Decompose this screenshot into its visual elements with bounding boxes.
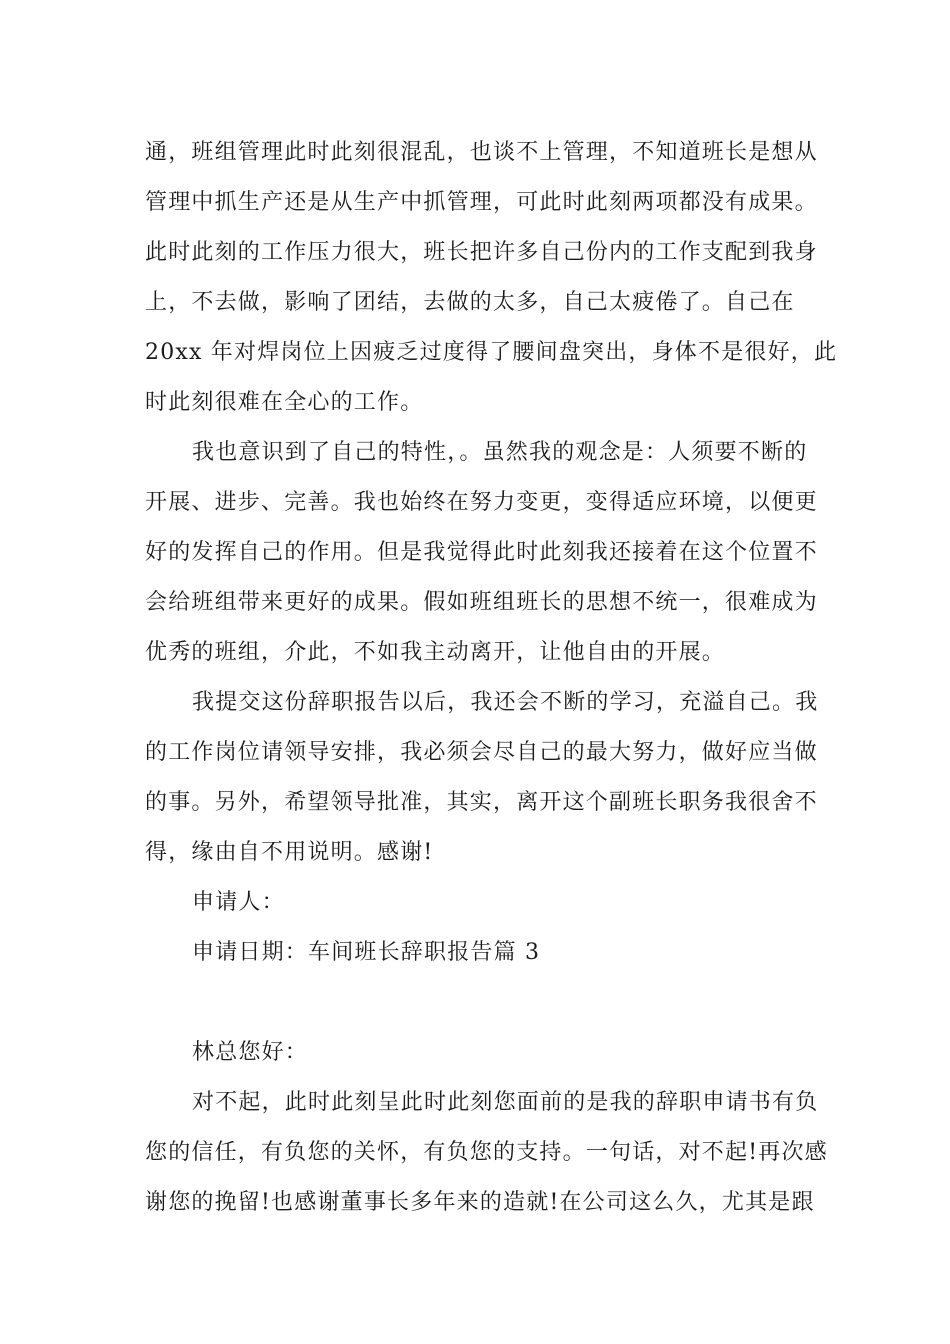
body-line: 好的发挥自己的作用。但是我觉得此时此刻我还接着在这个位置不 [145, 540, 818, 565]
paragraph-first-line: 我也意识到了自己的特性，。虽然我的观念是：人须要不断的 [192, 440, 808, 465]
body-line: 通，班组管理此时此刻很混乱，也谈不上管理，不知道班长是想从 [145, 140, 818, 165]
body-line: 20xx 年对焊岗位上因疲乏过度得了腰间盘突出，身体不是很好，此 [145, 340, 838, 365]
applicant-line: 申请人： [192, 890, 285, 915]
salutation-line: 林总您好： [192, 1040, 309, 1065]
paragraph-first-line: 对不起，此时此刻呈此时此刻您面前的是我的辞职申请书有负 [192, 1090, 819, 1115]
body-line: 的工作岗位请领导安排，我必须会尽自己的最大努力，做好应当做 [145, 740, 818, 765]
body-line: 此时此刻的工作压力很大，班长把许多自己份内的工作支配到我身 [145, 240, 818, 265]
body-line: 管理中抓生产还是从生产中抓管理，可此时此刻两项都没有成果。 [145, 190, 818, 215]
paragraph-first-line: 我提交这份辞职报告以后，我还会不断的学习，充溢自己。我 [192, 690, 819, 715]
body-line: 会给班组带来更好的成果。假如班组班长的思想不统一，很难成为 [145, 590, 818, 615]
body-line: 时此刻很难在全心的工作。 [145, 390, 424, 415]
body-line: 开展、进步、完善。我也始终在努力变更，变得适应环境，以便更 [145, 490, 818, 515]
body-line: 谢您的挽留!也感谢董事长多年来的造就!在公司这么久，尤其是跟 [145, 1190, 815, 1215]
body-line: 得，缘由自不用说明。感谢! [145, 840, 434, 865]
body-line: 优秀的班组，介此，不如我主动离开，让他自由的开展。 [145, 640, 726, 665]
body-line: 您的信任，有负您的关怀，有负您的支持。一句话，对不起!再次感 [145, 1140, 828, 1165]
body-line: 的事。另外，希望领导批准，其实，离开这个副班长职务我很舍不 [145, 790, 818, 815]
application-date-line: 申请日期：车间班长辞职报告篇 3 [192, 940, 541, 965]
body-line: 上，不去做，影响了团结，去做的太多，自己太疲倦了。自己在 [145, 290, 795, 315]
